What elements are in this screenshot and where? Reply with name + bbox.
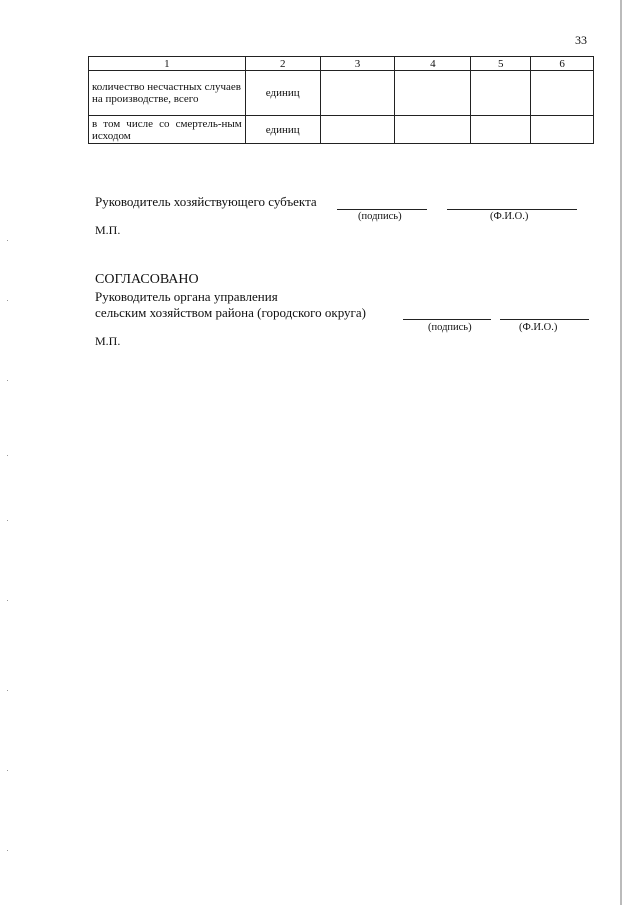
approval-heading: СОГЛАСОВАНО: [95, 272, 199, 287]
name-line: [447, 209, 577, 210]
row-label: в том числе со смертель-ным исходом: [89, 116, 246, 144]
name-line: [500, 319, 589, 320]
signatory-title: Руководитель хозяйствующего субъекта: [95, 194, 317, 209]
column-header: 3: [320, 57, 395, 71]
stamp-mark: М.П.: [95, 334, 121, 348]
stamp-mark: М.П.: [95, 223, 121, 237]
table-cell: [531, 71, 594, 116]
column-header: 5: [471, 57, 531, 71]
scan-speck: [7, 380, 8, 381]
approver-title-line2: сельским хозяйством района (городского округа): [95, 305, 366, 320]
table-row: [89, 116, 594, 144]
signature-line: [403, 319, 491, 320]
signature-line: [337, 209, 427, 210]
data-table: [88, 56, 594, 144]
table-cell: [471, 116, 531, 144]
table-cell: [395, 71, 471, 116]
scan-speck: [7, 300, 8, 301]
row-unit: единиц: [245, 116, 320, 144]
column-header: 1: [89, 57, 246, 71]
row-unit: единиц: [245, 71, 320, 116]
approver-title-line1: Руководитель органа управления: [95, 289, 278, 304]
table-cell: [320, 116, 395, 144]
column-header: 6: [531, 57, 594, 71]
scan-edge: [620, 0, 622, 905]
table-cell: [531, 116, 594, 144]
signature-caption: (подпись): [428, 322, 472, 333]
scan-speck: [7, 240, 8, 241]
scan-speck: [7, 850, 8, 851]
table-header-row: [89, 57, 594, 71]
column-header: 2: [245, 57, 320, 71]
table-cell: [471, 71, 531, 116]
table-row: [89, 71, 594, 116]
scan-speck: [7, 770, 8, 771]
name-caption: (Ф.И.О.): [490, 211, 529, 222]
page-number: 33: [575, 33, 587, 47]
scan-speck: [7, 455, 8, 456]
column-header: 4: [395, 57, 471, 71]
signature-caption: (подпись): [358, 211, 402, 222]
scan-speck: [7, 690, 8, 691]
table-cell: [320, 71, 395, 116]
name-caption: (Ф.И.О.): [519, 322, 558, 333]
row-label: количество несчастных случаев на производстве, всего: [89, 71, 246, 116]
scan-speck: [7, 520, 8, 521]
scan-speck: [7, 600, 8, 601]
table-cell: [395, 116, 471, 144]
